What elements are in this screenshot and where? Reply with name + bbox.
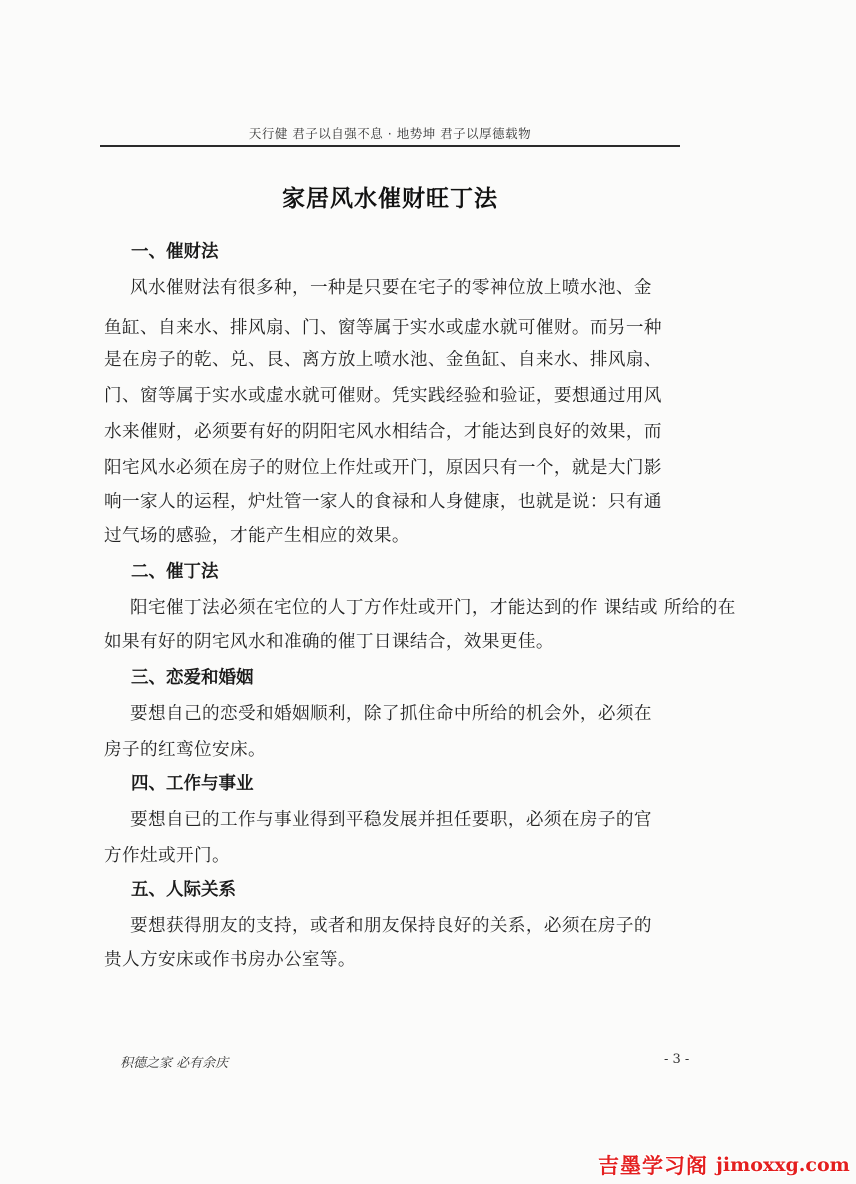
site-watermark <box>598 1150 853 1180</box>
section-heading: 二、催丁法 <box>131 562 219 582</box>
section-heading: 三、恋爱和婚姻 <box>131 668 254 688</box>
paragraph-line: 响一家人的运程，炉灶管一家人的食禄和人身健康，也就是说：只有通 <box>104 492 662 512</box>
paragraph-line: 是在房子的乾、兑、艮、离方放上喷水池、金鱼缸、自来水、排风扇、 <box>104 350 662 370</box>
paragraph-line: 阳宅风水必须在房子的财位上作灶或开门，原因只有一个，就是大门影 <box>104 458 662 478</box>
section-heading: 五、人际关系 <box>131 880 236 900</box>
paragraph-line: 要想获得朋友的支持，或者和朋友保持良好的关系，必须在房子的 <box>130 916 652 936</box>
watermark-chinese: 吉墨学习阁 <box>598 1154 708 1178</box>
footer-motto: 积德之家 必有余庆 <box>120 1056 229 1071</box>
paragraph-line: 如果有好的阴宅风水和准确的催丁日课结合，效果更佳。 <box>104 632 554 652</box>
paragraph-line: 水来催财，必须要有好的阴阳宅风水相结合，才能达到良好的效果，而 <box>104 422 662 442</box>
header-rule <box>100 145 680 147</box>
watermark-domain: jimoxxg.com <box>716 1154 850 1176</box>
section-heading: 一、催财法 <box>131 242 219 262</box>
paragraph-line: 要想自己的恋受和婚姻顺利，除了抓住命中所给的机会外，必须在 <box>130 704 652 724</box>
page-number: - 3 - <box>664 1052 690 1067</box>
paragraph-line: 门、窗等属于实水或虚水就可催财。凭实践经验和验证，要想通过用风 <box>104 386 662 406</box>
paragraph-line: 贵人方安床或作书房办公室等。 <box>104 950 356 970</box>
paragraph-line: 鱼缸、自来水、排风扇、门、窗等属于实水或虚水就可催财。而另一种 <box>104 318 662 338</box>
paragraph-line: 风水催财法有很多种，一种是只要在宅子的零神位放上喷水池、金 <box>130 278 652 298</box>
paragraph-line: 过气场的感验，才能产生相应的效果。 <box>104 526 410 546</box>
paragraph-line: 要想自已的工作与事业得到平稳发展并担任要职，必须在房子的官 <box>130 810 652 830</box>
section-heading: 四、工作与事业 <box>131 774 254 794</box>
header-motto: 天行健 君子以自强不息 · 地势坤 君子以厚德载物 <box>248 126 532 141</box>
paragraph-line: 房子的红鸾位安床。 <box>104 740 266 760</box>
paragraph-line: 方作灶或开门。 <box>104 846 230 866</box>
paragraph-line: 阳宅催丁法必须在宅位的人丁方作灶或开门，才能达到的作 课结或 所给的在 <box>130 598 736 618</box>
document-title: 家居风水催财旺丁法 <box>282 186 498 212</box>
